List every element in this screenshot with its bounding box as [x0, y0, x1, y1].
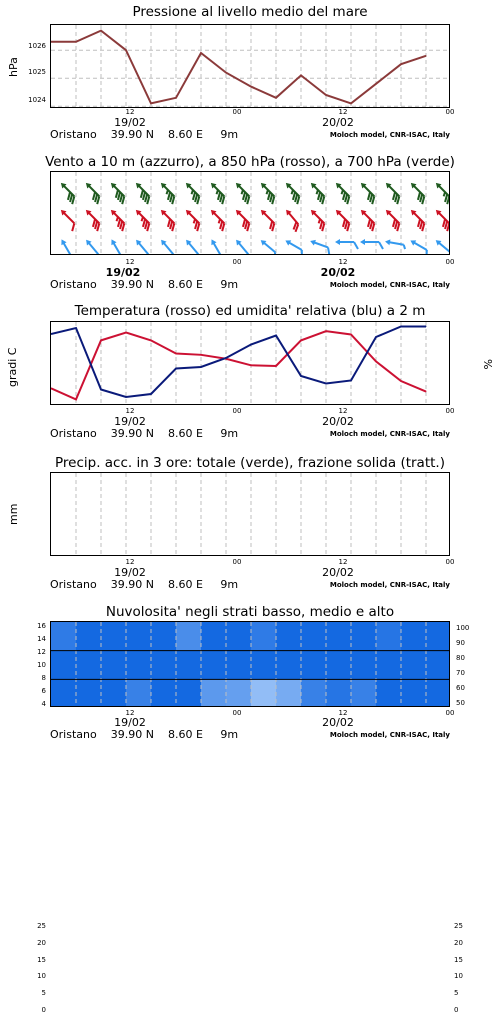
wind-barb — [356, 208, 379, 231]
location-lat: 39.90 N — [110, 278, 154, 291]
pressure-line-point — [151, 103, 152, 104]
precip-ytick: 25 — [37, 922, 46, 930]
wind-barb-flag — [298, 250, 305, 255]
wind-barb-half — [403, 245, 406, 249]
x-tick: 00 — [232, 407, 242, 415]
location-lat: 39.90 N — [110, 427, 154, 440]
wind-barb-shaft — [188, 242, 198, 254]
x-date: 19/02 — [114, 415, 146, 428]
cloud-cell — [76, 651, 102, 680]
cloud-cell — [76, 622, 102, 651]
wind-barb-half — [95, 254, 99, 255]
wind-barb — [282, 238, 307, 255]
x-tick: 12 — [125, 258, 135, 266]
x-tick: 12 — [338, 108, 348, 116]
humidity-line-point — [101, 389, 102, 390]
x-tick: 00 — [232, 709, 242, 717]
x-date: 20/02 — [322, 116, 354, 129]
source-label: Moloch model, CNR-ISAC, Italy — [329, 131, 450, 139]
wind-barb-shaft — [213, 242, 221, 255]
humidity-line-point — [276, 335, 277, 336]
cloud-cell — [151, 651, 177, 680]
wind-barb — [131, 208, 154, 231]
location-lat: 39.90 N — [110, 128, 154, 141]
humid-ytick: 90 — [456, 638, 465, 647]
cloud-cell — [351, 679, 377, 707]
x-date: 19/02 — [114, 566, 146, 579]
precip-ytick-right: 10 — [454, 972, 463, 981]
source-label: Moloch model, CNR-ISAC, Italy — [329, 731, 450, 739]
location-line — [50, 578, 238, 591]
cloud-cell — [226, 622, 252, 651]
wind-barb — [431, 208, 450, 231]
humidity-line-point — [251, 344, 252, 345]
wind-barb — [156, 208, 179, 231]
temperature-line-point — [201, 354, 202, 355]
temp-ytick: 12 — [37, 647, 46, 656]
cloud-cell — [126, 679, 152, 707]
wind-panel — [0, 154, 500, 294]
pressure-line-point — [426, 55, 427, 56]
wind-barb — [183, 238, 202, 255]
temperature-line-point — [251, 365, 252, 366]
cloud-cell — [151, 679, 177, 707]
pressure-line-point — [226, 72, 227, 73]
wind-barb — [384, 239, 406, 250]
wind-barb-flag — [243, 254, 251, 255]
wind-barb-head — [360, 239, 365, 245]
cloud-cell — [326, 622, 352, 651]
x-tick: 00 — [232, 558, 242, 566]
x-date: 20/02 — [322, 566, 354, 579]
wind-barb — [108, 238, 125, 255]
location-lon: 8.60 E — [167, 128, 203, 141]
cloud-cell — [401, 622, 427, 651]
pressure-line — [51, 31, 426, 104]
x-tick: 00 — [445, 258, 455, 266]
x-date: 20/02 — [320, 266, 356, 279]
cloud-cell — [151, 622, 177, 651]
humidity-line-point — [301, 376, 302, 377]
cloud-cell — [276, 651, 302, 680]
wind-barb — [58, 238, 75, 255]
humidity-line-point — [401, 326, 402, 327]
wind-barb-shaft — [413, 242, 427, 250]
humidity-line-point — [176, 368, 177, 369]
wind-barb — [106, 208, 129, 231]
wind-barb — [281, 208, 303, 232]
pressure-line-point — [201, 53, 202, 54]
location-elev: 9m — [220, 128, 239, 141]
wind-barb-half — [145, 254, 149, 255]
cloud-cell — [201, 651, 227, 680]
cloud-cell — [101, 679, 127, 707]
wind-barb-shaft — [163, 242, 173, 254]
x-tick: 12 — [125, 407, 135, 415]
wind-barb — [360, 239, 383, 249]
location-lon: 8.60 E — [167, 728, 203, 741]
precip-ytick: 0 — [41, 1006, 46, 1014]
precip-plot — [50, 472, 450, 556]
x-tick: 12 — [338, 709, 348, 717]
cloud-cell — [101, 622, 127, 651]
wind-barb-flag — [379, 242, 383, 249]
pressure-ytick: 1026 — [28, 42, 46, 50]
source-label: Moloch model, CNR-ISAC, Italy — [329, 281, 450, 289]
humidity-line-point — [426, 326, 427, 327]
wind-barb — [256, 208, 279, 231]
location-line — [50, 128, 238, 141]
pressure-ytick: 1024 — [28, 96, 46, 104]
wind-barb — [433, 238, 450, 255]
location-elev: 9m — [220, 578, 239, 591]
x-tick: 12 — [338, 258, 348, 266]
cloud-cell — [226, 679, 252, 707]
pressure-line-point — [126, 50, 127, 51]
pressure-line-point — [276, 97, 277, 98]
pressure-ytick: 1025 — [28, 68, 46, 76]
location-line — [50, 427, 238, 440]
wind-barb-head — [409, 238, 416, 246]
wind-barb — [133, 238, 152, 255]
temp-ytick: 16 — [37, 621, 46, 630]
cloud-cell — [101, 651, 127, 680]
wind-barb — [308, 238, 333, 255]
x-date: 19/02 — [114, 716, 146, 729]
cloud-cell — [276, 679, 302, 707]
humidity-line-point — [226, 358, 227, 359]
wind-barb-head — [309, 238, 316, 245]
wind-barb-head — [209, 238, 217, 245]
temp-ytick: 4 — [41, 700, 46, 709]
pressure-line-point — [401, 64, 402, 65]
wind-barb-shaft — [113, 242, 121, 255]
cloud-cell — [251, 622, 277, 651]
humid-ytick: 80 — [456, 653, 465, 662]
x-tick: 12 — [125, 558, 135, 566]
wind-barb — [208, 238, 225, 255]
location-line — [50, 278, 238, 291]
cloud-cell — [301, 679, 327, 707]
temperature-line — [51, 331, 426, 399]
humidity-line-point — [351, 380, 352, 381]
precip-chart — [51, 473, 450, 556]
cloud-plot — [50, 621, 450, 707]
wind-barb — [206, 208, 229, 231]
cloud-cell — [401, 651, 427, 680]
wind-barb-shaft — [63, 212, 74, 223]
x-tick: 00 — [445, 407, 455, 415]
location-lon: 8.60 E — [167, 427, 203, 440]
x-tick: 00 — [445, 709, 455, 717]
cloud-cell — [426, 622, 450, 651]
precip-ytick-right: 25 — [454, 922, 463, 930]
x-tick: 00 — [445, 558, 455, 566]
pressure-line-point — [351, 103, 352, 104]
cloud-cell — [276, 622, 302, 651]
cloud-cell — [201, 679, 227, 707]
temperature-line-point — [351, 334, 352, 335]
wind-barb-shaft — [288, 242, 302, 250]
wind-plot — [50, 171, 450, 255]
source-label: Moloch model, CNR-ISAC, Italy — [329, 430, 450, 438]
humidity-line-point — [76, 328, 77, 329]
temperature-line-point — [376, 361, 377, 362]
temperature-line-point — [301, 340, 302, 341]
wind-barb — [181, 208, 204, 231]
humid-ylabel: % — [481, 359, 494, 370]
wind-barb-shaft — [88, 242, 98, 254]
location-lon: 8.60 E — [167, 578, 203, 591]
precip-ytick-right: 20 — [454, 938, 463, 947]
temperature-line-point — [426, 391, 427, 392]
pressure-plot — [50, 24, 450, 108]
wind-title: Vento a 10 m (azzurro), a 850 hPa (rosso), a 700 hPa (verde) — [45, 154, 455, 170]
temp-ytick: 14 — [37, 634, 46, 643]
x-date: 20/02 — [322, 716, 354, 729]
precip-title: Precip. acc. in 3 ore: totale (verde), frazione solida (tratt.) — [55, 455, 445, 471]
cloud-cell — [51, 679, 77, 707]
precip-ytick-right: 0 — [454, 1006, 459, 1014]
x-tick: 00 — [232, 108, 242, 116]
source-label: Moloch model, CNR-ISAC, Italy — [329, 581, 450, 589]
wind-barb — [381, 208, 404, 231]
wind-barb-head — [284, 238, 291, 246]
location-lat: 39.90 N — [110, 578, 154, 591]
pressure-chart — [51, 25, 450, 108]
temp-ytick: 10 — [37, 661, 46, 669]
cloud-cell — [51, 622, 77, 651]
pressure-line-point — [376, 83, 377, 84]
cloud-cell — [376, 679, 402, 707]
cloud-cell — [376, 651, 402, 680]
wind-barb-head — [59, 238, 67, 245]
humidity-line-point — [126, 397, 127, 398]
wind-barb-flag — [354, 242, 358, 249]
humidity-line-point — [151, 394, 152, 395]
cloud-cell — [251, 651, 277, 680]
location-name: Oristano — [50, 128, 97, 141]
temperature-line-point — [326, 331, 327, 332]
cloud-cell — [301, 651, 327, 680]
wind-barb-head — [385, 239, 391, 246]
x-date: 19/02 — [105, 266, 141, 279]
cloud-title: Nuvolosita' negli strati basso, medio e alto — [105, 604, 395, 620]
temp-title: Temperatura (rosso) ed umidita' relativa (blu) a 2 m — [74, 303, 426, 319]
pressure-line-point — [251, 86, 252, 87]
cloud-cell — [301, 622, 327, 651]
wind-barb — [231, 208, 254, 231]
humid-ytick: 50 — [456, 698, 465, 707]
wind-barb-half — [425, 250, 429, 254]
location-name: Oristano — [50, 578, 97, 591]
wind-barb-flag — [271, 252, 279, 255]
precip-ytick: 5 — [41, 989, 46, 998]
pressure-line-point — [176, 97, 177, 98]
x-tick: 00 — [445, 108, 455, 116]
temperature-line-point — [151, 340, 152, 341]
pressure-title: Pressione al livello medio del mare — [132, 4, 368, 20]
x-tick: 12 — [125, 108, 135, 116]
location-elev: 9m — [220, 427, 239, 440]
cloud-cell — [176, 679, 202, 707]
x-date: 19/02 — [114, 116, 146, 129]
humidity-line-point — [201, 367, 202, 368]
cloud-cell — [176, 622, 202, 651]
wind-barb-head — [109, 238, 117, 245]
humid-ytick: 100 — [456, 623, 470, 632]
cloud-chart — [51, 622, 450, 707]
cloud-cell — [426, 679, 450, 707]
humid-ytick: 60 — [456, 683, 465, 692]
temp-chart — [51, 322, 450, 405]
pressure-line-point — [76, 41, 77, 42]
cloud-panel — [0, 604, 500, 748]
temperature-line-point — [101, 340, 102, 341]
precip-ytick-right: 5 — [454, 989, 459, 998]
temp-ytick: 6 — [41, 687, 46, 696]
wind-barb — [231, 238, 253, 255]
x-tick: 12 — [338, 407, 348, 415]
temp-ylabel: gradi C — [6, 347, 19, 387]
humidity-line-point — [326, 383, 327, 384]
wind-barb-half — [195, 254, 199, 255]
wind-barb-shaft — [238, 242, 248, 254]
cloud-cell — [76, 679, 102, 707]
temp-plot — [50, 321, 450, 405]
location-lat: 39.90 N — [110, 728, 154, 741]
cloud-cell — [351, 651, 377, 680]
wind-barb — [431, 181, 450, 204]
cloud-cell — [326, 679, 352, 707]
wind-chart — [51, 172, 450, 255]
wind-barb-shaft — [263, 242, 275, 252]
temperature-line-point — [176, 353, 177, 354]
precip-ytick: 20 — [37, 938, 46, 947]
temperature-line-point — [76, 399, 77, 400]
x-tick: 00 — [232, 258, 242, 266]
location-name: Oristano — [50, 427, 97, 440]
cloud-cell — [251, 679, 277, 707]
location-line — [50, 728, 238, 741]
temp-ytick: 8 — [41, 674, 46, 683]
pressure-line-point — [301, 75, 302, 76]
x-tick: 12 — [338, 558, 348, 566]
wind-barb-half — [448, 252, 450, 255]
wind-barb — [335, 239, 358, 249]
wind-barb-half — [170, 254, 174, 255]
cloud-cell — [351, 622, 377, 651]
location-lon: 8.60 E — [167, 278, 203, 291]
wind-barb — [158, 238, 177, 255]
wind-barb — [306, 208, 329, 231]
temperature-line-point — [276, 365, 277, 366]
wind-barb — [406, 208, 429, 231]
wind-barb-shaft — [138, 242, 148, 254]
humidity-line-point — [376, 337, 377, 338]
cloud-cell — [226, 651, 252, 680]
location-name: Oristano — [50, 278, 97, 291]
cloud-cell — [176, 651, 202, 680]
location-name: Oristano — [50, 728, 97, 741]
wind-barb — [83, 238, 102, 255]
wind-barb — [331, 208, 354, 231]
cloud-cell — [326, 651, 352, 680]
humid-ytick: 70 — [456, 668, 465, 677]
wind-barb-flag — [326, 247, 332, 255]
pressure-panel — [0, 4, 500, 144]
precip-ytick: 10 — [37, 972, 46, 981]
pressure-line-point — [101, 30, 102, 31]
wind-barb-shaft — [438, 242, 450, 252]
wind-barb — [81, 208, 104, 231]
cloud-cell — [201, 622, 227, 651]
wind-barb — [408, 238, 430, 255]
precip-ytick-right: 15 — [454, 955, 463, 964]
precip-ytick: 15 — [37, 955, 46, 964]
wind-barb — [256, 238, 280, 255]
wind-barb — [56, 208, 79, 231]
precip-ylabel: mm — [7, 503, 20, 525]
wind-barb-head — [335, 239, 340, 245]
cloud-cell — [51, 651, 77, 680]
x-tick: 12 — [125, 709, 135, 717]
x-date: 20/02 — [322, 415, 354, 428]
temperature-line-point — [401, 381, 402, 382]
cloud-cell — [126, 651, 152, 680]
cloud-cell — [401, 679, 427, 707]
pressure-line-point — [326, 95, 327, 96]
cloud-cell — [126, 622, 152, 651]
pressure-ylabel: hPa — [7, 57, 20, 77]
wind-barb-shaft — [63, 242, 71, 255]
cloud-cell — [376, 622, 402, 651]
location-elev: 9m — [220, 728, 239, 741]
cloud-cell — [426, 651, 450, 680]
location-elev: 9m — [220, 278, 239, 291]
temperature-line-point — [126, 332, 127, 333]
